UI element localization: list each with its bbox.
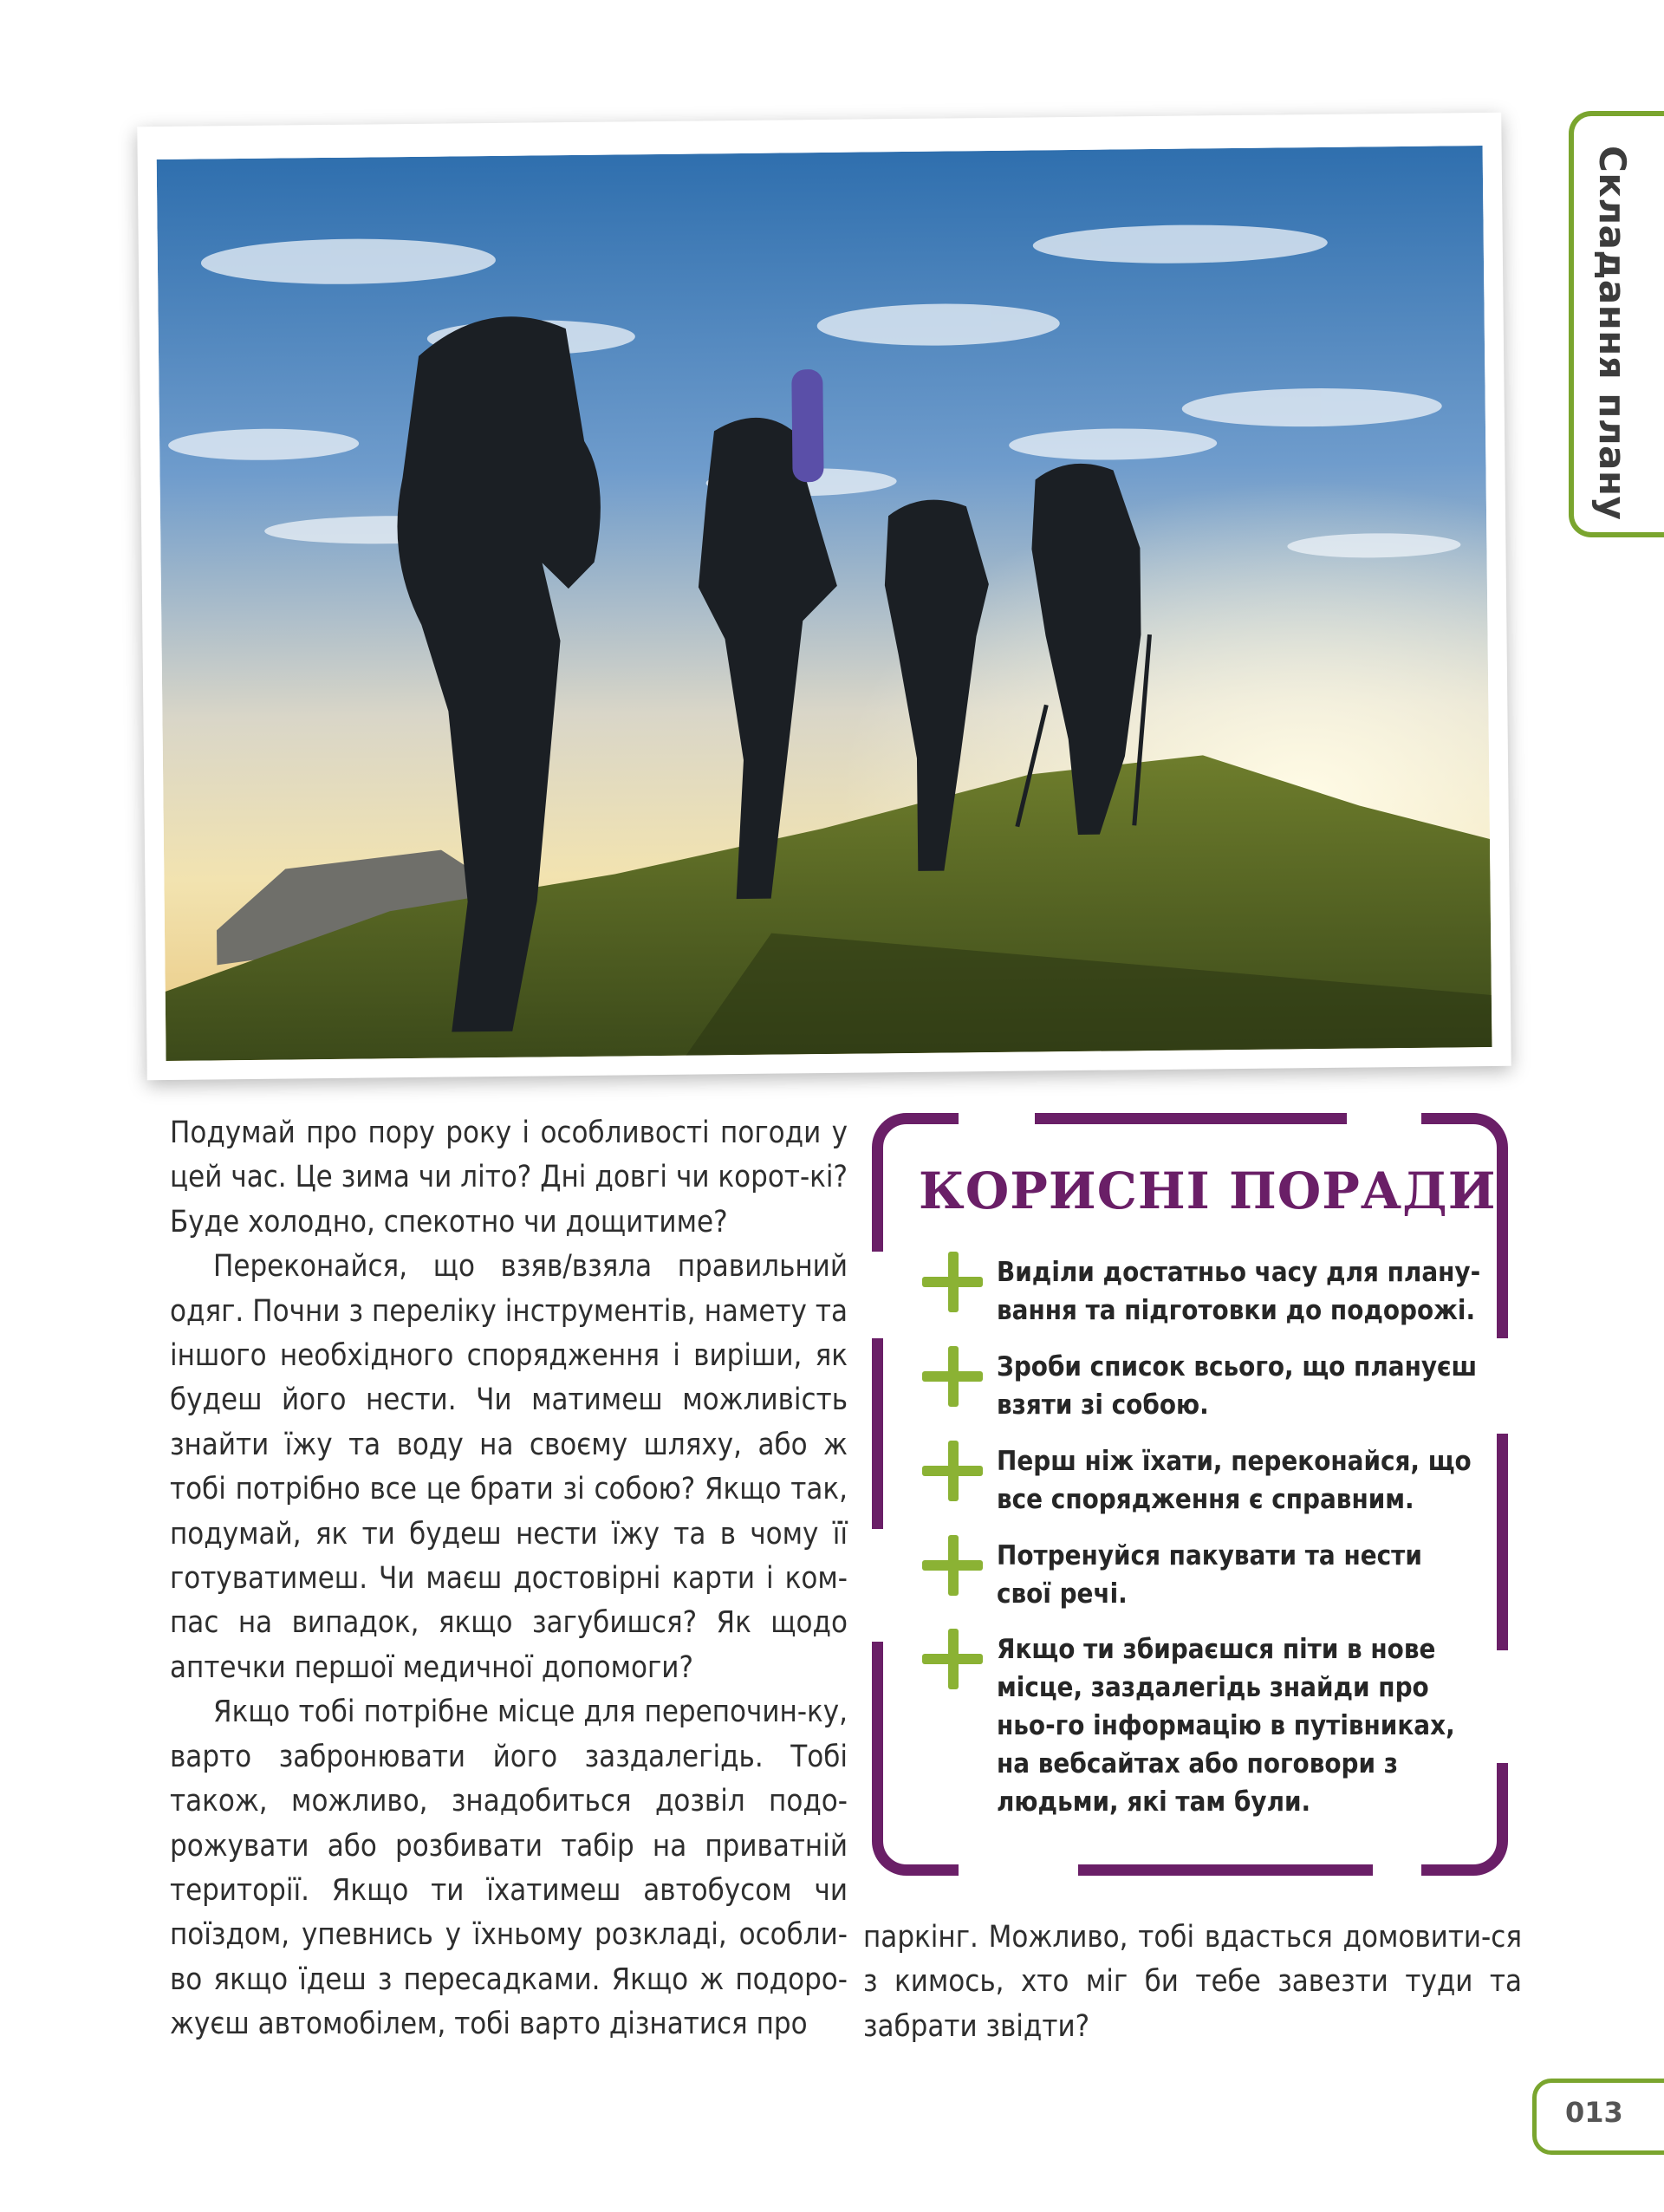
body-paragraph: паркінг. Можливо, тобі вдасться домовити-ся з кимось, хто міг би тебе завезти туди та забрати звідти? bbox=[863, 1920, 1522, 2044]
hikers-photo bbox=[157, 146, 1492, 1061]
side-tab-label: Складання плану bbox=[1591, 146, 1634, 521]
body-paragraph: Якщо тобі потрібне місце для перепочин-ку, варто забронювати його заздалегідь. Тобі також, можливо, знадобиться дозвіл подо-рожувати або розбивати табір на приватній території. Якщо ти їхатимеш автобусом чи поїздом, упевнись у їхньому розкладі, особли-во якщо їдеш з пересадками. Якщо ж подоро-жуєш автомобілем, тобі варто дізнатися про bbox=[170, 1695, 848, 2042]
body-paragraph: Подумай про пору року і особливості погоди у цей час. Це зима чи літо? Дні довгі чи корот-кі? Буде холодно, спекотно чи дощитиме? bbox=[170, 1116, 848, 1239]
body-column-right bbox=[863, 1916, 1522, 2049]
plus-icon bbox=[922, 1346, 983, 1407]
tip-text: Перш ніж їхати, переконайся, що все спорядження є справним. bbox=[997, 1446, 1472, 1515]
plus-icon bbox=[922, 1629, 983, 1689]
tip-text: Якщо ти збираєшся піти в нове місце, заздалегідь знайди про ньо-го інформацію в путівниках, на вебсайтах або поговори з людьми, які там були. bbox=[997, 1634, 1455, 1818]
page-number: 013 bbox=[1565, 2096, 1623, 2129]
body-paragraph: Переконайся, що взяв/взяла правильний одяг. Почни з переліку інструментів, намету та іншого необхідного спорядження і виріши, як будеш його нести. Чи матимеш можливість знайти їжу та воду на своєму шляху, або ж тобі потрібно все це брати зі собою? Якщо так, подумай, як ти будеш нести їжу та в чому її готуватимеш. Чи маєш достовірні карти і ком-пас на випадок, якщо загубишся? Як щодо аптечки першої медичної допомоги? bbox=[170, 1249, 848, 1685]
tips-title: КОРИСНІ ПОРАДИ bbox=[919, 1161, 1497, 1220]
plus-icon bbox=[922, 1252, 983, 1312]
photo-frame bbox=[137, 113, 1511, 1080]
plus-icon bbox=[922, 1535, 983, 1596]
tip-text: Зроби список всього, що плануєш взяти зі собою. bbox=[997, 1351, 1478, 1421]
body-column-left bbox=[170, 1111, 848, 2047]
tip-text: Виділи достатньо часу для плану-вання та підготовки до подорожі. bbox=[997, 1257, 1481, 1326]
tip-text: Потренуйся пакувати та нести свої речі. bbox=[997, 1540, 1422, 1610]
plus-icon bbox=[922, 1441, 983, 1501]
